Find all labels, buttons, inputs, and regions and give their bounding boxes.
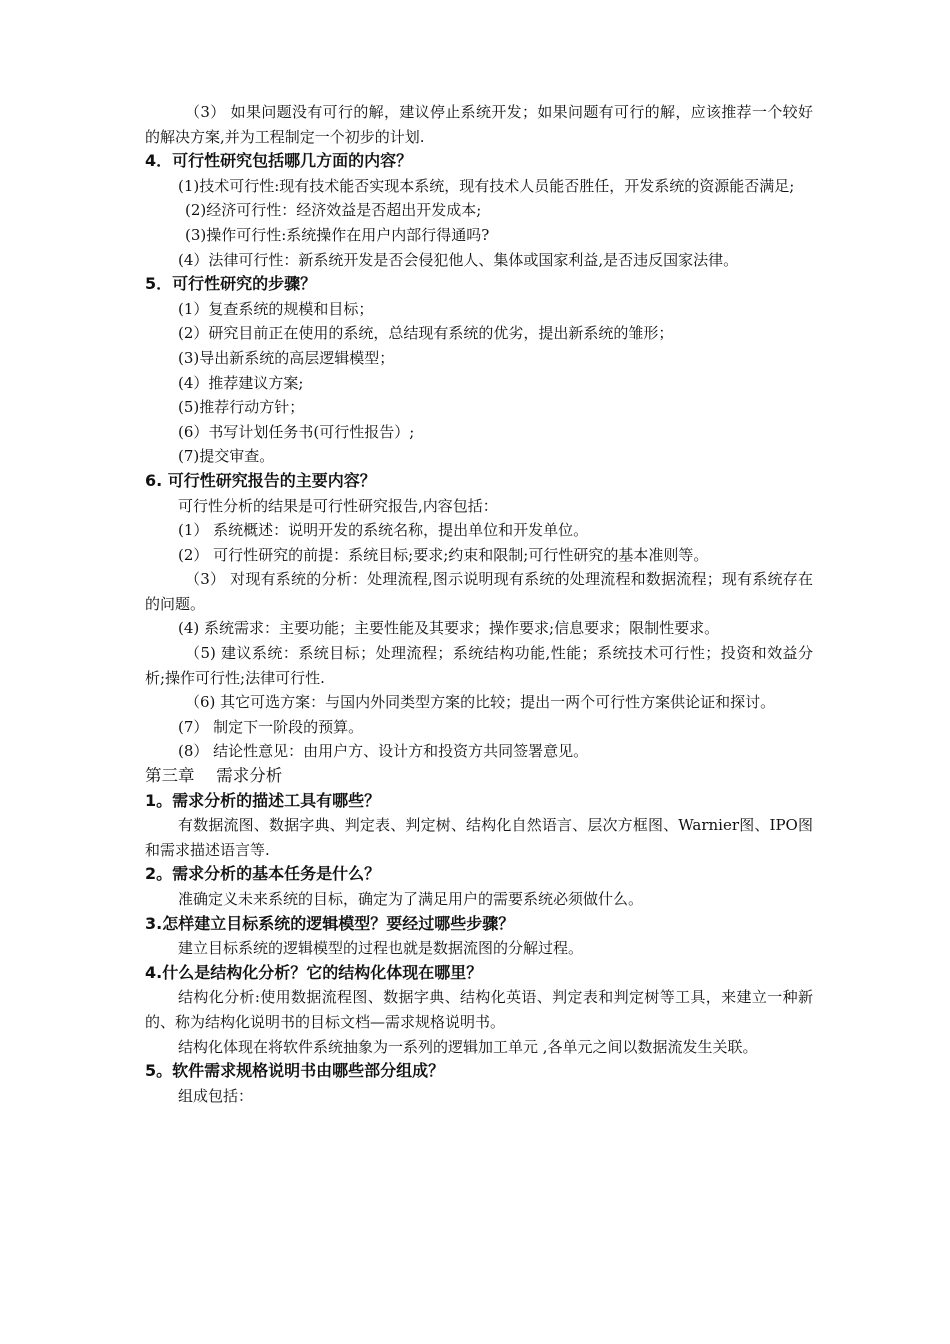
paragraph-solution: （3） 如果问题没有可行的解，建议停止系统开发；如果问题有可行的解，应该推荐一个较好的解决方案,并为工程制定一个初步的计划. xyxy=(145,103,813,146)
heading-q5-srs-parts: 5。软件需求规格说明书由哪些部分组成？ xyxy=(145,1061,445,1081)
heading-q4-structured-analysis: 4.什么是结构化分析？它的结构化体现在哪里？ xyxy=(145,962,483,982)
chapter-title: 第三章 需求分析 xyxy=(145,766,283,786)
report-item-8: (8） 结论性意见：由用户方、设计方和投资方共同签署意见。 xyxy=(178,742,589,761)
answer-q4-part1: 结构化分析:使用数据流程图、数据字典、结构化英语、判定表和判定树等工具，来建立一种新的、称为结构化说明书的目标文档—需求规格说明书。 xyxy=(145,988,813,1031)
heading-q2-tasks: 2。需求分析的基本任务是什么？ xyxy=(145,864,381,884)
document-body xyxy=(145,100,813,1108)
report-item-3: （3） 对现有系统的分析：处理流程,图示说明现有系统的处理流程和数据流程；现有系统存在的问题。 xyxy=(145,570,813,613)
item-tech-feasibility: (1)技术可行性:现有技术能否实现本系统，现有技术人员能否胜任，开发系统的资源能否满足; xyxy=(178,176,795,195)
step-4: (4）推荐建议方案; xyxy=(178,373,304,392)
answer-q2: 准确定义未来系统的目标，确定为了满足用户的需要系统必须做什么。 xyxy=(178,890,644,908)
step-1: (1）复查系统的规模和目标； xyxy=(178,299,374,318)
answer-q1: 有数据流图、数据字典、判定表、判定树、结构化自然语言、层次方框图、Warnier图、IPO图和需求描述语言等. xyxy=(145,816,813,859)
report-item-6: （6) 其它可选方案：与国内外同类型方案的比较；提出一两个可行性方案供论证和探讨。 xyxy=(185,693,776,712)
answer-q4-part2: 结构化体现在将软件系统抽象为一系列的逻辑加工单元 ,各单元之间以数据流发生关联。 xyxy=(178,1037,758,1056)
item-econ-feasibility: (2)经济可行性：经济效益是否超出开发成本; xyxy=(185,201,482,220)
step-3: (3)导出新系统的高层逻辑模型； xyxy=(178,348,395,367)
step-7: (7)提交审查。 xyxy=(178,447,275,466)
heading-q6-report-content: 6. 可行性研究报告的主要内容？ xyxy=(145,470,376,490)
report-item-4: (4) 系统需求：主要功能；主要性能及其要求；操作要求;信息要求；限制性要求。 xyxy=(178,619,720,638)
heading-q5-feasibility-steps: 5．可行性研究的步骤？ xyxy=(145,274,317,294)
step-5: (5)推荐行动方针； xyxy=(178,398,305,417)
step-6: (6）书写计划任务书(可行性报告）; xyxy=(178,422,415,441)
heading-q3-logic-model: 3.怎样建立目标系统的逻辑模型？要经过哪些步骤？ xyxy=(145,913,515,933)
report-item-1: (1） 系统概述：说明开发的系统名称，提出单位和开发单位。 xyxy=(178,521,589,540)
item-legal-feasibility: (4）法律可行性：新系统开发是否会侵犯他人、集体或国家利益,是否违反国家法律。 xyxy=(178,250,739,269)
report-item-2: (2） 可行性研究的前提：系统目标;要求;约束和限制;可行性研究的基本准则等。 xyxy=(178,545,709,564)
item-operation-feasibility: (3)操作可行性:系统操作在用户内部行得通吗? xyxy=(185,225,490,244)
heading-q4-feasibility-content: 4．可行性研究包括哪几方面的内容？ xyxy=(145,151,413,171)
answer-q5: 组成包括： xyxy=(178,1086,254,1105)
report-item-7: (7） 制定下一阶段的预算。 xyxy=(178,717,364,736)
report-intro: 可行性分析的结果是可行性研究报告,内容包括： xyxy=(178,496,498,515)
report-item-5: （5) 建议系统：系统目标；处理流程；系统结构功能,性能；系统技术可行性；投资和效益分析;操作可行性;法律可行性. xyxy=(145,644,813,687)
heading-q1-tools: 1。需求分析的描述工具有哪些？ xyxy=(145,790,381,810)
answer-q3: 建立目标系统的逻辑模型的过程也就是数据流图的分解过程。 xyxy=(178,939,584,958)
step-2: (2）研究目前正在使用的系统，总结现有系统的优劣，提出新系统的雏形； xyxy=(178,324,674,343)
